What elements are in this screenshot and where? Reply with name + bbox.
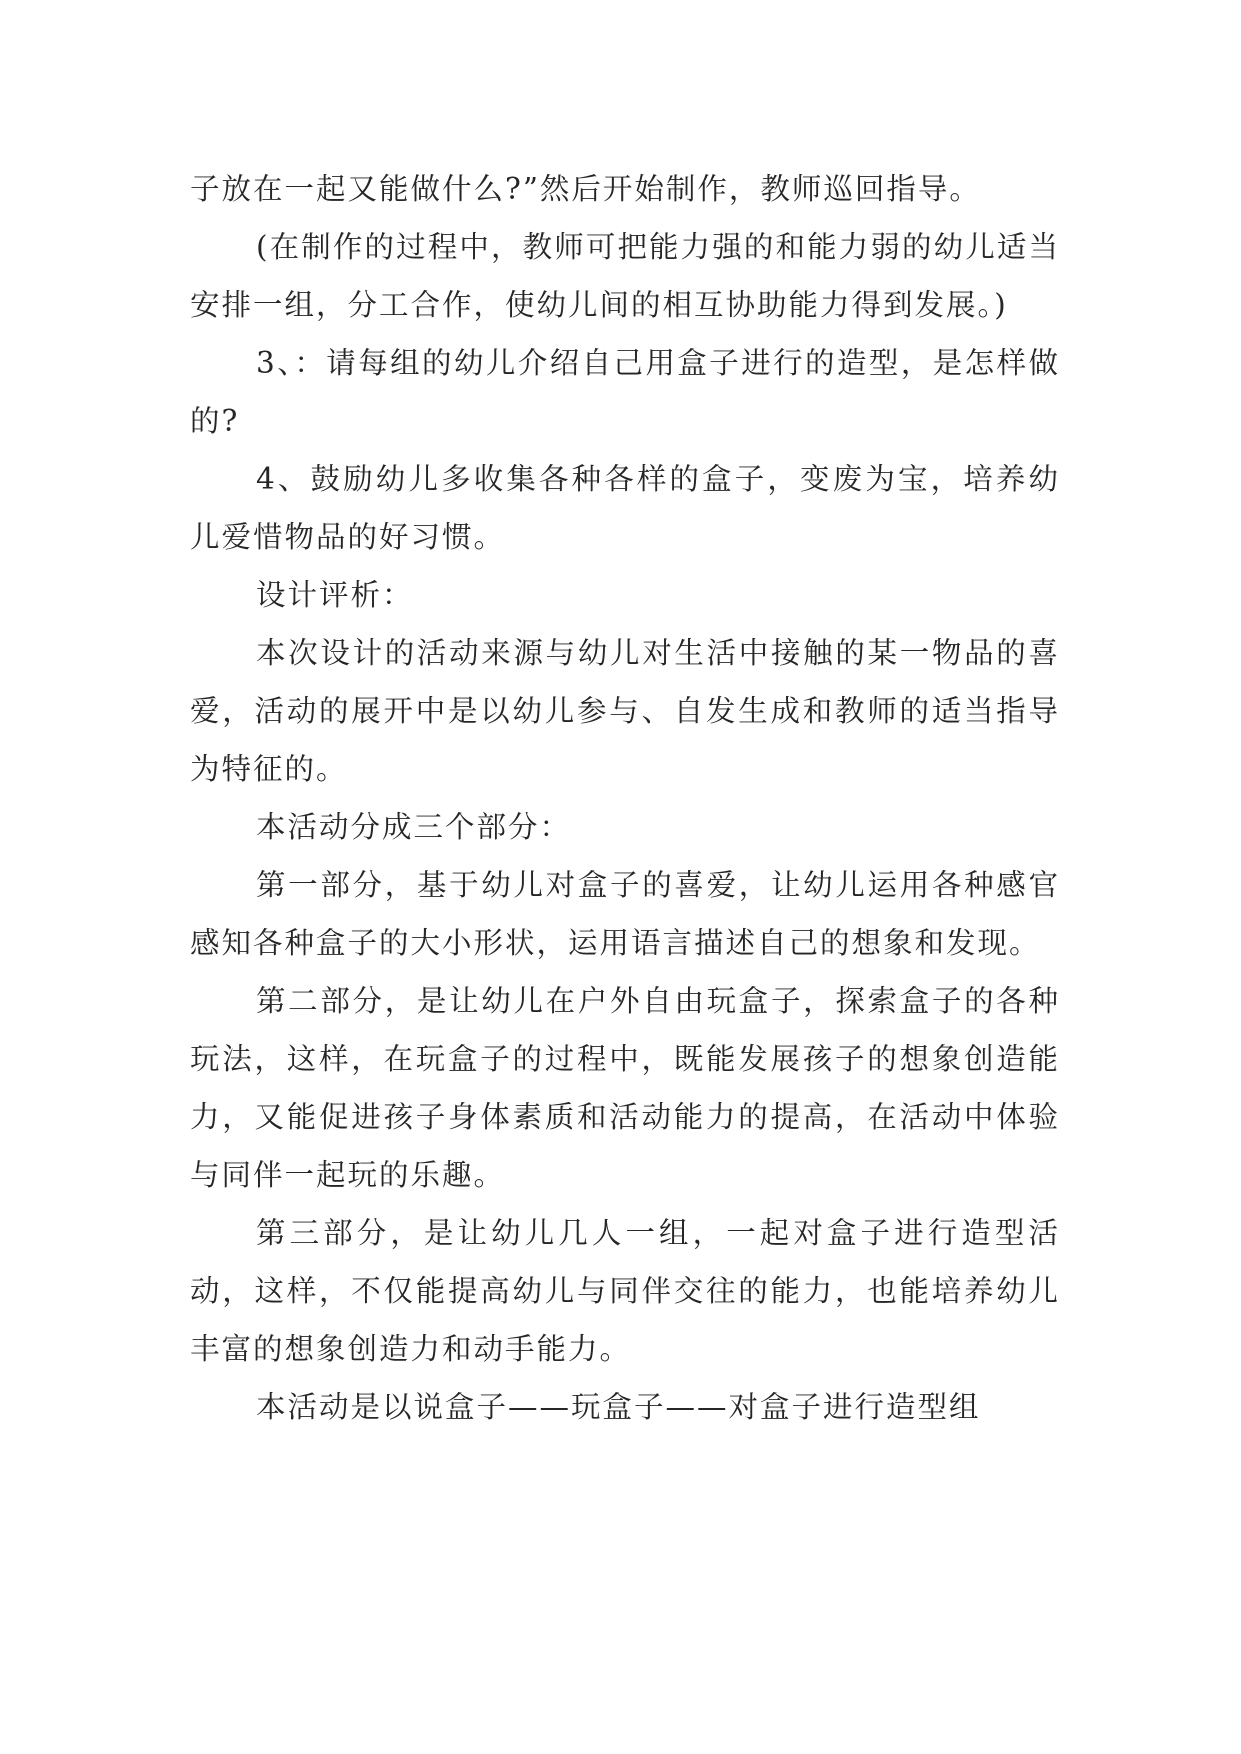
- paragraph-4: 4、鼓励幼儿多收集各种各样的盒子，变废为宝，培养幼儿爱惜物品的好习惯。: [190, 462, 1060, 554]
- document-body: [190, 160, 1060, 1436]
- paragraph-part-one: 第一部分，基于幼儿对盒子的喜爱，让幼儿运用各种感官感知各种盒子的大小形状，运用语言描述自己的想象和发现。: [190, 868, 1060, 960]
- paragraph-part-two: 第二部分，是让幼儿在户外自由玩盒子，探索盒子的各种玩法，这样，在玩盒子的过程中，既能发展孩子的想象创造能力，又能促进孩子身体素质和活动能力的提高，在活动中体验与同伴一起玩的乐趣。: [190, 984, 1060, 1192]
- paragraph-11: 本活动是以说盒子——玩盒子——对盒子进行造型组: [256, 1390, 981, 1424]
- paragraph-1: 子放在一起又能做什么?”然后开始制作，教师巡回指导。: [190, 172, 981, 206]
- paragraph-7: 本活动分成三个部分：: [256, 810, 572, 844]
- paragraph-3: 3、：请每组的幼儿介绍自己用盒子进行的造型，是怎样做的?: [190, 346, 1060, 438]
- paragraph-2: (在制作的过程中，教师可把能力强的和能力弱的幼儿适当安排一组，分工合作，使幼儿间的相互协助能力得到发展。): [190, 230, 1060, 322]
- paragraph-6: 本次设计的活动来源与幼儿对生活中接触的某一物品的喜爱，活动的展开中是以幼儿参与、自发生成和教师的适当指导为特征的。: [190, 636, 1060, 786]
- paragraph-part-three: 第三部分，是让幼儿几人一组，一起对盒子进行造型活动，这样，不仅能提高幼儿与同伴交往的能力，也能培养幼儿丰富的想象创造力和动手能力。: [190, 1216, 1060, 1366]
- section-heading-design-analysis: 设计评析：: [256, 578, 414, 612]
